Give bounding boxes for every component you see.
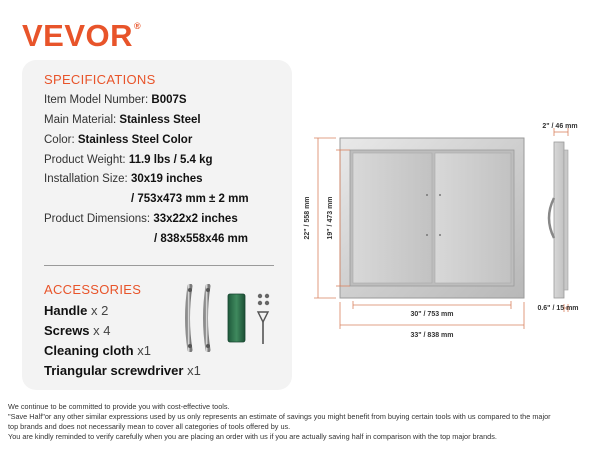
accessory-cloth: Cleaning cloth x1 [44,343,151,358]
spec-row-dimensions: Product Dimensions: 33x22x2 inches [44,213,238,225]
disclaimer-line-3: top brands and does not necessarily mean to cover all categories of tools offered by us. [8,422,291,431]
accessories-title: ACCESSORIES [44,282,142,297]
disclaimer-line-4: You are kindly reminded to verify carefully when you are placing an order with us if you are actually saving half in comparison with the top major brands. [8,432,497,441]
spec-row-dimensions-metric: / 838x558x46 mm [154,233,248,245]
outer-height-label: 22" / 558 mm [304,196,311,240]
spec-row-install-size-metric: / 753x473 mm ± 2 mm [131,193,249,205]
flange-label: 0.6" / 15 mm [537,305,579,312]
section-divider [44,265,274,266]
inner-height-label: 19" / 473 mm [327,196,334,240]
depth-label: 2" / 46 mm [542,123,578,130]
outer-width-label: 33" / 838 mm [410,332,454,339]
spec-row-model: Item Model Number: B007S [44,94,187,106]
accessory-screws: Screws x 4 [44,323,111,338]
screws-icon [258,294,269,305]
spec-row-weight: Product Weight: 11.9 lbs / 5.4 kg [44,154,213,166]
accessory-screwdriver: Triangular screwdriver x1 [44,363,201,378]
double-door-illustration [340,138,524,298]
spec-row-color: Color: Stainless Steel Color [44,134,193,146]
spec-row-material: Main Material: Stainless Steel [44,114,201,126]
handle-icon [188,286,211,350]
side-view-illustration [549,142,568,298]
spec-row-install-size: Installation Size: 30x19 inches [44,173,203,185]
cleaning-cloth-icon [228,294,245,342]
disclaimer-line-1: We continue to be committed to provide you with cost-effective tools. [8,402,230,411]
vevor-logo: VEVOR® [22,18,142,53]
accessory-handle: Handle x 2 [44,303,109,318]
specifications-title: SPECIFICATIONS [44,72,156,87]
disclaimer-line-2: "Save Half"or any other similar expressions used by us only represents an estimate of savings you might benefit from buying certain tools with us compared to the major [8,412,551,421]
accessories-illustration [180,284,280,352]
inner-width-label: 30" / 753 mm [410,311,454,318]
triangular-screwdriver-icon [258,312,268,344]
product-dimension-diagram [296,120,596,350]
